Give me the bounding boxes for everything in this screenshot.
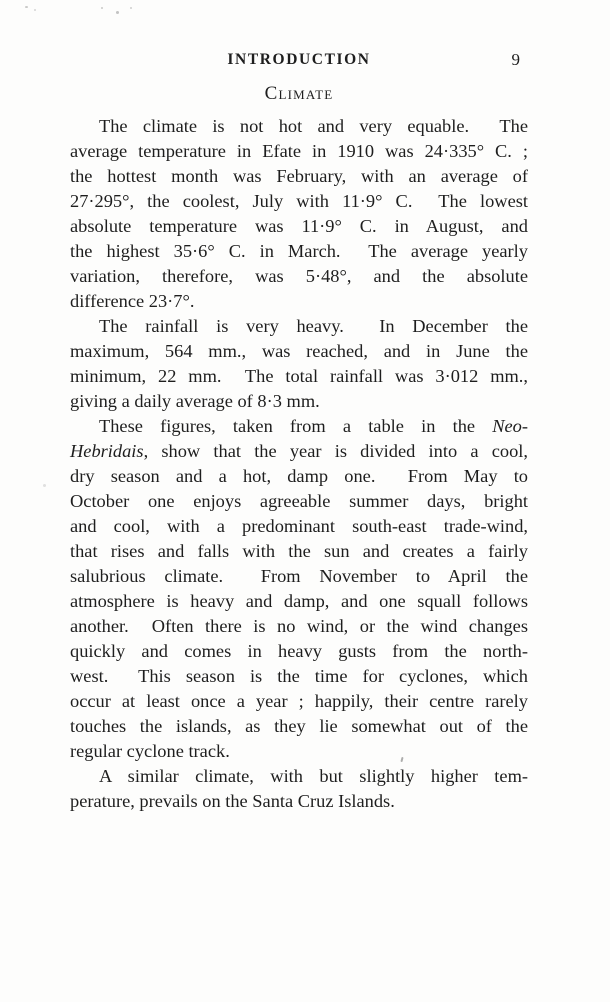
text-line xyxy=(70,189,528,214)
running-title: INTRODUCTION xyxy=(227,51,371,68)
text-segment: October one enjoys agreeable summer days, bright xyxy=(70,491,528,511)
text-line xyxy=(70,639,528,664)
text-line xyxy=(70,289,528,314)
text-segment: perature, prevails on the Santa Cruz Islands. xyxy=(70,791,395,811)
text-line xyxy=(70,364,528,389)
text-segment: and cool, with a predominant south-east trade-wind, xyxy=(70,516,528,536)
text-line xyxy=(70,339,528,364)
text-line xyxy=(70,664,528,689)
text-segment: absolute temperature was 11·9° C. in August, and xyxy=(70,216,528,236)
text-segment: These figures, taken from a table in the xyxy=(99,416,493,436)
paragraph xyxy=(70,414,528,764)
text-segment: The rainfall is very heavy. In December the xyxy=(99,316,528,336)
text-segment: another. Often there is no wind, or the wind changes xyxy=(70,616,528,636)
text-segment: A similar climate, with but slightly higher tem- xyxy=(99,766,528,786)
text-segment: that rises and falls with the sun and creates a fairly xyxy=(70,541,528,561)
paragraph xyxy=(70,314,528,414)
text-line xyxy=(70,314,528,339)
text-line xyxy=(70,439,528,464)
text-line xyxy=(70,164,528,189)
text-line xyxy=(70,464,528,489)
page-header xyxy=(70,50,528,70)
text-segment: difference 23·7°. xyxy=(70,291,195,311)
text-segment: atmosphere is heavy and damp, and one squall follows xyxy=(70,591,528,611)
italic-segment: Neo- xyxy=(492,416,528,436)
text-segment: salubrious climate. From November to April the xyxy=(70,566,528,586)
text-line xyxy=(70,589,528,614)
text-line xyxy=(70,239,528,264)
text-segment: the highest 35·6° C. in March. The average yearly xyxy=(70,241,528,261)
text-line xyxy=(70,714,528,739)
text-line xyxy=(70,389,528,414)
text-column xyxy=(70,50,528,814)
text-segment: maximum, 564 mm., was reached, and in June the xyxy=(70,341,528,361)
text-segment: The climate is not hot and very equable. The xyxy=(99,116,528,136)
text-segment: touches the islands, as they lie somewhat out of the xyxy=(70,716,528,736)
text-line xyxy=(70,689,528,714)
text-segment: 27·295°, the coolest, July with 11·9° C. The lowest xyxy=(70,191,528,211)
text-segment: minimum, 22 mm. The total rainfall was 3·012 mm., xyxy=(70,366,528,386)
paragraph xyxy=(70,764,528,814)
text-segment: dry season and a hot, damp one. From May to xyxy=(70,466,528,486)
text-line xyxy=(70,514,528,539)
text-segment: variation, therefore, was 5·48°, and the absolute xyxy=(70,266,528,286)
text-line xyxy=(70,214,528,239)
text-segment: quickly and comes in heavy gusts from the north- xyxy=(70,641,528,661)
text-segment: regular cyclone track. xyxy=(70,741,230,761)
text-segment: giving a daily average of 8·3 mm. xyxy=(70,391,320,411)
text-segment: average temperature in Efate in 1910 was 24·335° C. ; xyxy=(70,141,528,161)
text-segment: , show that the year is divided into a cool, xyxy=(143,441,528,461)
scan-speck xyxy=(25,6,28,8)
text-line xyxy=(70,489,528,514)
text-line xyxy=(70,739,528,764)
text-line xyxy=(70,414,528,439)
body-text xyxy=(70,114,528,814)
text-line xyxy=(70,614,528,639)
text-line xyxy=(70,564,528,589)
text-segment: west. This season is the time for cyclones, which xyxy=(70,666,528,686)
scan-speck xyxy=(130,7,132,9)
scan-speck xyxy=(116,11,119,14)
scan-speck xyxy=(43,484,46,487)
text-segment: the hottest month was February, with an average of xyxy=(70,166,528,186)
scan-speck xyxy=(101,7,103,9)
paragraph xyxy=(70,114,528,314)
scan-speck xyxy=(34,9,36,11)
text-line xyxy=(70,789,528,814)
section-heading: Climate xyxy=(264,83,334,104)
text-segment: occur at least once a year ; happily, their centre rarely xyxy=(70,691,528,711)
text-line xyxy=(70,764,528,789)
text-line xyxy=(70,114,528,139)
text-line xyxy=(70,264,528,289)
text-line xyxy=(70,139,528,164)
page-number: 9 xyxy=(511,50,520,69)
text-line xyxy=(70,539,528,564)
italic-segment: Hebridais xyxy=(70,441,144,461)
